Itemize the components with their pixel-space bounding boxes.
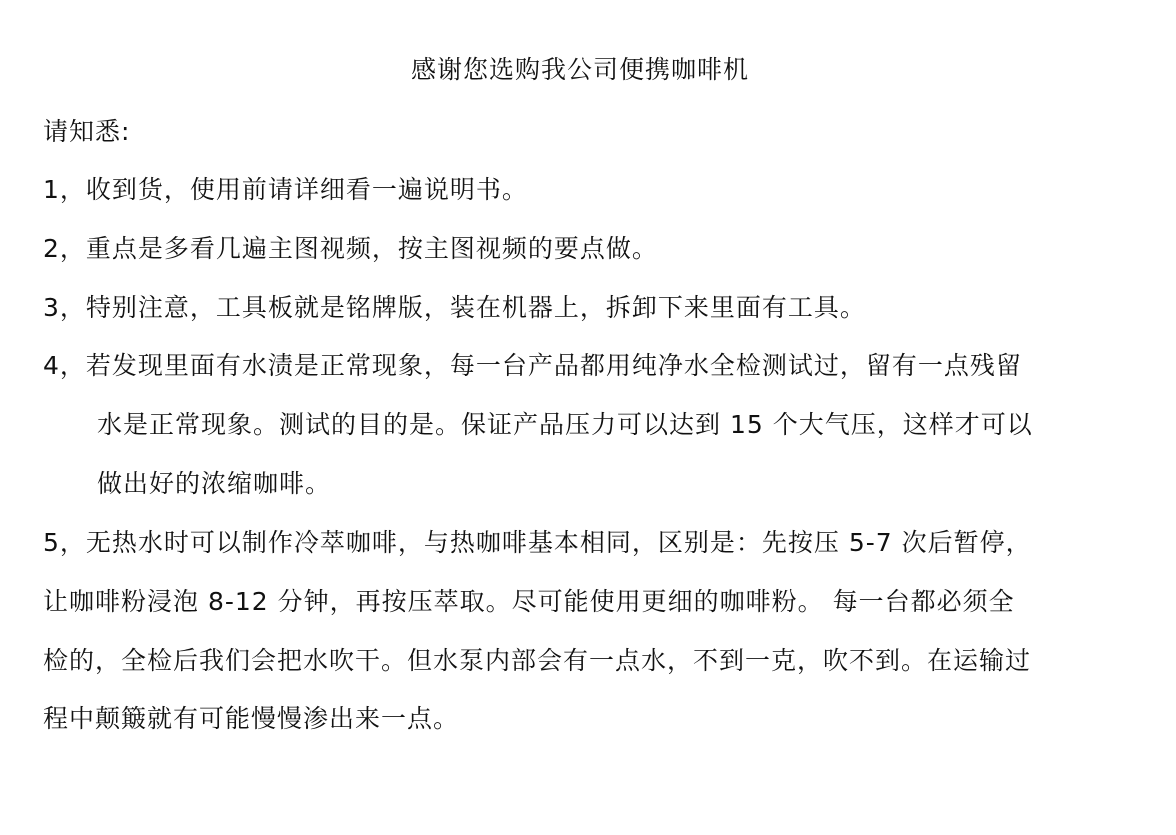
notice-item-5-line-4: 程中颠簸就有可能慢慢渗出来一点。 [43, 704, 460, 733]
notice-item-4-line-1: 4，若发现里面有水渍是正常现象，每一台产品都用纯净水全检测试过，留有一点残留 [43, 351, 1022, 380]
notice-item-5-line-1: 5，无热水时可以制作冷萃咖啡，与热咖啡基本相同，区别是：先按压 5-7 次后暂停， [43, 528, 1032, 557]
notice-item-4-line-2: 水是正常现象。测试的目的是。保证产品压力可以达到 15 个大气压，这样才可以 [97, 410, 1033, 439]
notice-item-5-line-3: 检的，全检后我们会把水吹干。但水泵内部会有一点水，不到一克，吹不到。在运输过 [43, 646, 1032, 675]
notice-item-3: 3，特别注意，工具板就是铭牌版，装在机器上，拆卸下来里面有工具。 [43, 293, 866, 322]
notice-item-4-line-3: 做出好的浓缩咖啡。 [97, 469, 332, 498]
notice-item-2: 2，重点是多看几遍主图视频，按主图视频的要点做。 [43, 234, 658, 263]
notice-item-5-line-2: 让咖啡粉浸泡 8-12 分钟，再按压萃取。尽可能使用更细的咖啡粉。 每一台都必须全 [43, 587, 1015, 616]
notice-heading: 请知悉: [43, 117, 131, 146]
document-title: 感谢您选购我公司便携咖啡机 [410, 55, 749, 84]
notice-item-1: 1，收到货，使用前请详细看一遍说明书。 [43, 175, 528, 204]
